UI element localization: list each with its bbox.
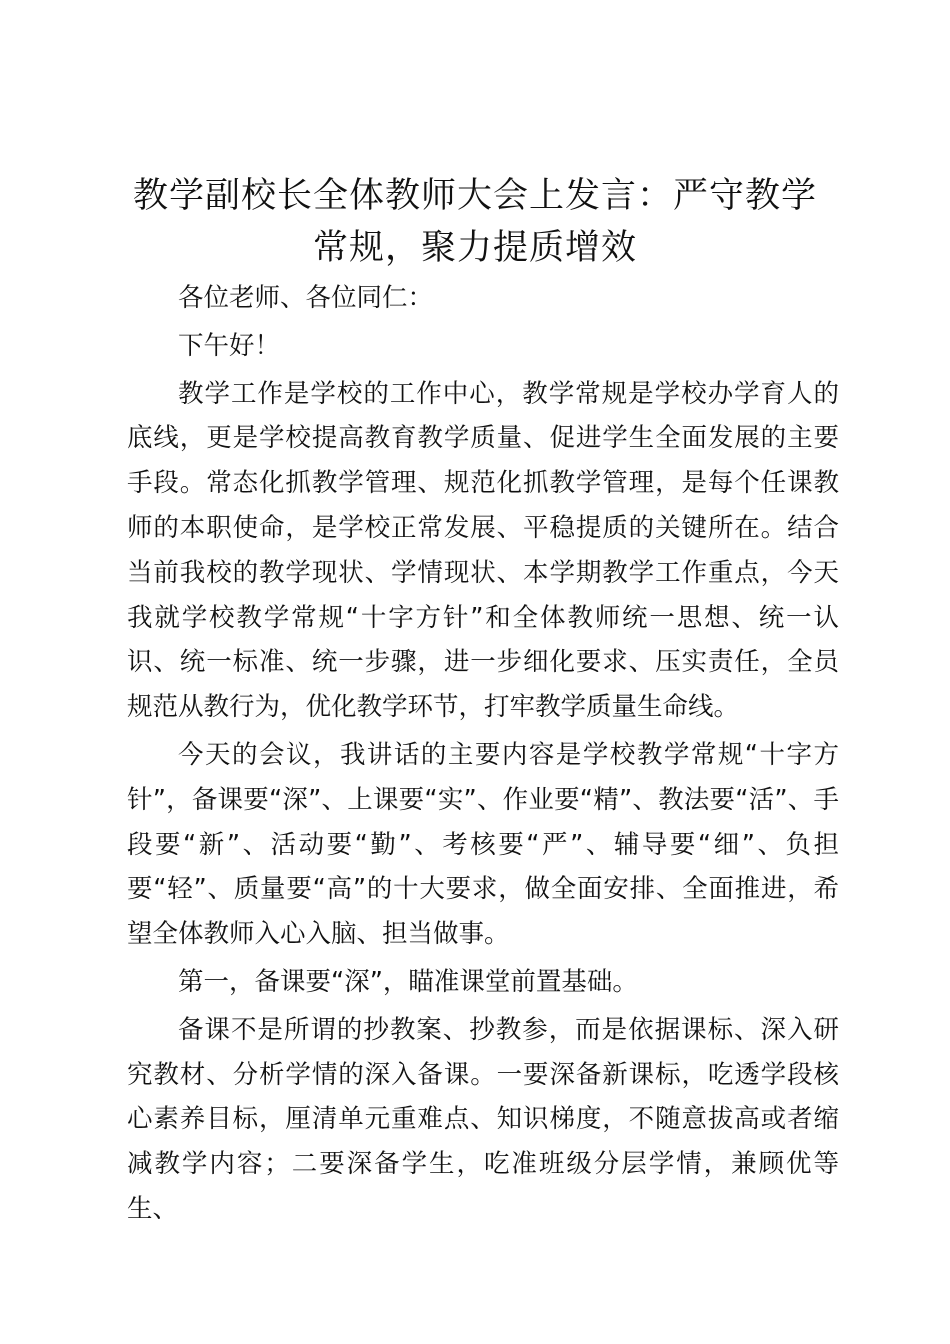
paragraph: 备课不是所谓的抄教案、抄教参，而是依据课标、深入研究教材、分析学情的深入备课。一要深备新课标，吃透学段核心素养目标，厘清单元重难点、知识梯度，不随意拔高或者缩减教学内容；二要深备学生，吃准班级分层学情，兼顾优等生、: [127, 1014, 839, 1224]
paragraph: 今天的会议，我讲话的主要内容是学校教学常规“十字方针”，备课要“深”、上课要“实”、作业要“精”、教法要“活”、手段要“新”、活动要“勤”、考核要“严”、辅导要“细”、负担要“轻”、质量要“高”的十大要求，做全面安排、全面推进，希望全体教师入心入脑、担当做事。: [127, 739, 839, 950]
document-body: [127, 276, 839, 1235]
section-heading: 第一，备课要“深”，瞄准课堂前置基础。: [178, 966, 638, 997]
document-title: 教学副校长全体教师大会上发言：严守教学常规，聚力提质增效: [132, 176, 817, 268]
greeting: 下午好！: [178, 330, 281, 361]
paragraph: 教学工作是学校的工作中心，教学常规是学校办学育人的底线，更是学校提高教育教学质量、促进学生全面发展的主要手段。常态化抓教学管理、规范化抓教学管理，是每个任课教师的本职使命，是学校正常发展、平稳提质的关键所在。结合当前我校的教学现状、学情现状、本学期教学工作重点，今天我就学校教学常规“十字方针”和全体教师统一思想、统一认识、统一标准、统一步骤，进一步细化要求、压实责任，全员规范从教行为，优化教学环节，打牢教学质量生命线。: [127, 378, 839, 723]
salutation: 各位老师、各位同仁：: [178, 283, 434, 313]
